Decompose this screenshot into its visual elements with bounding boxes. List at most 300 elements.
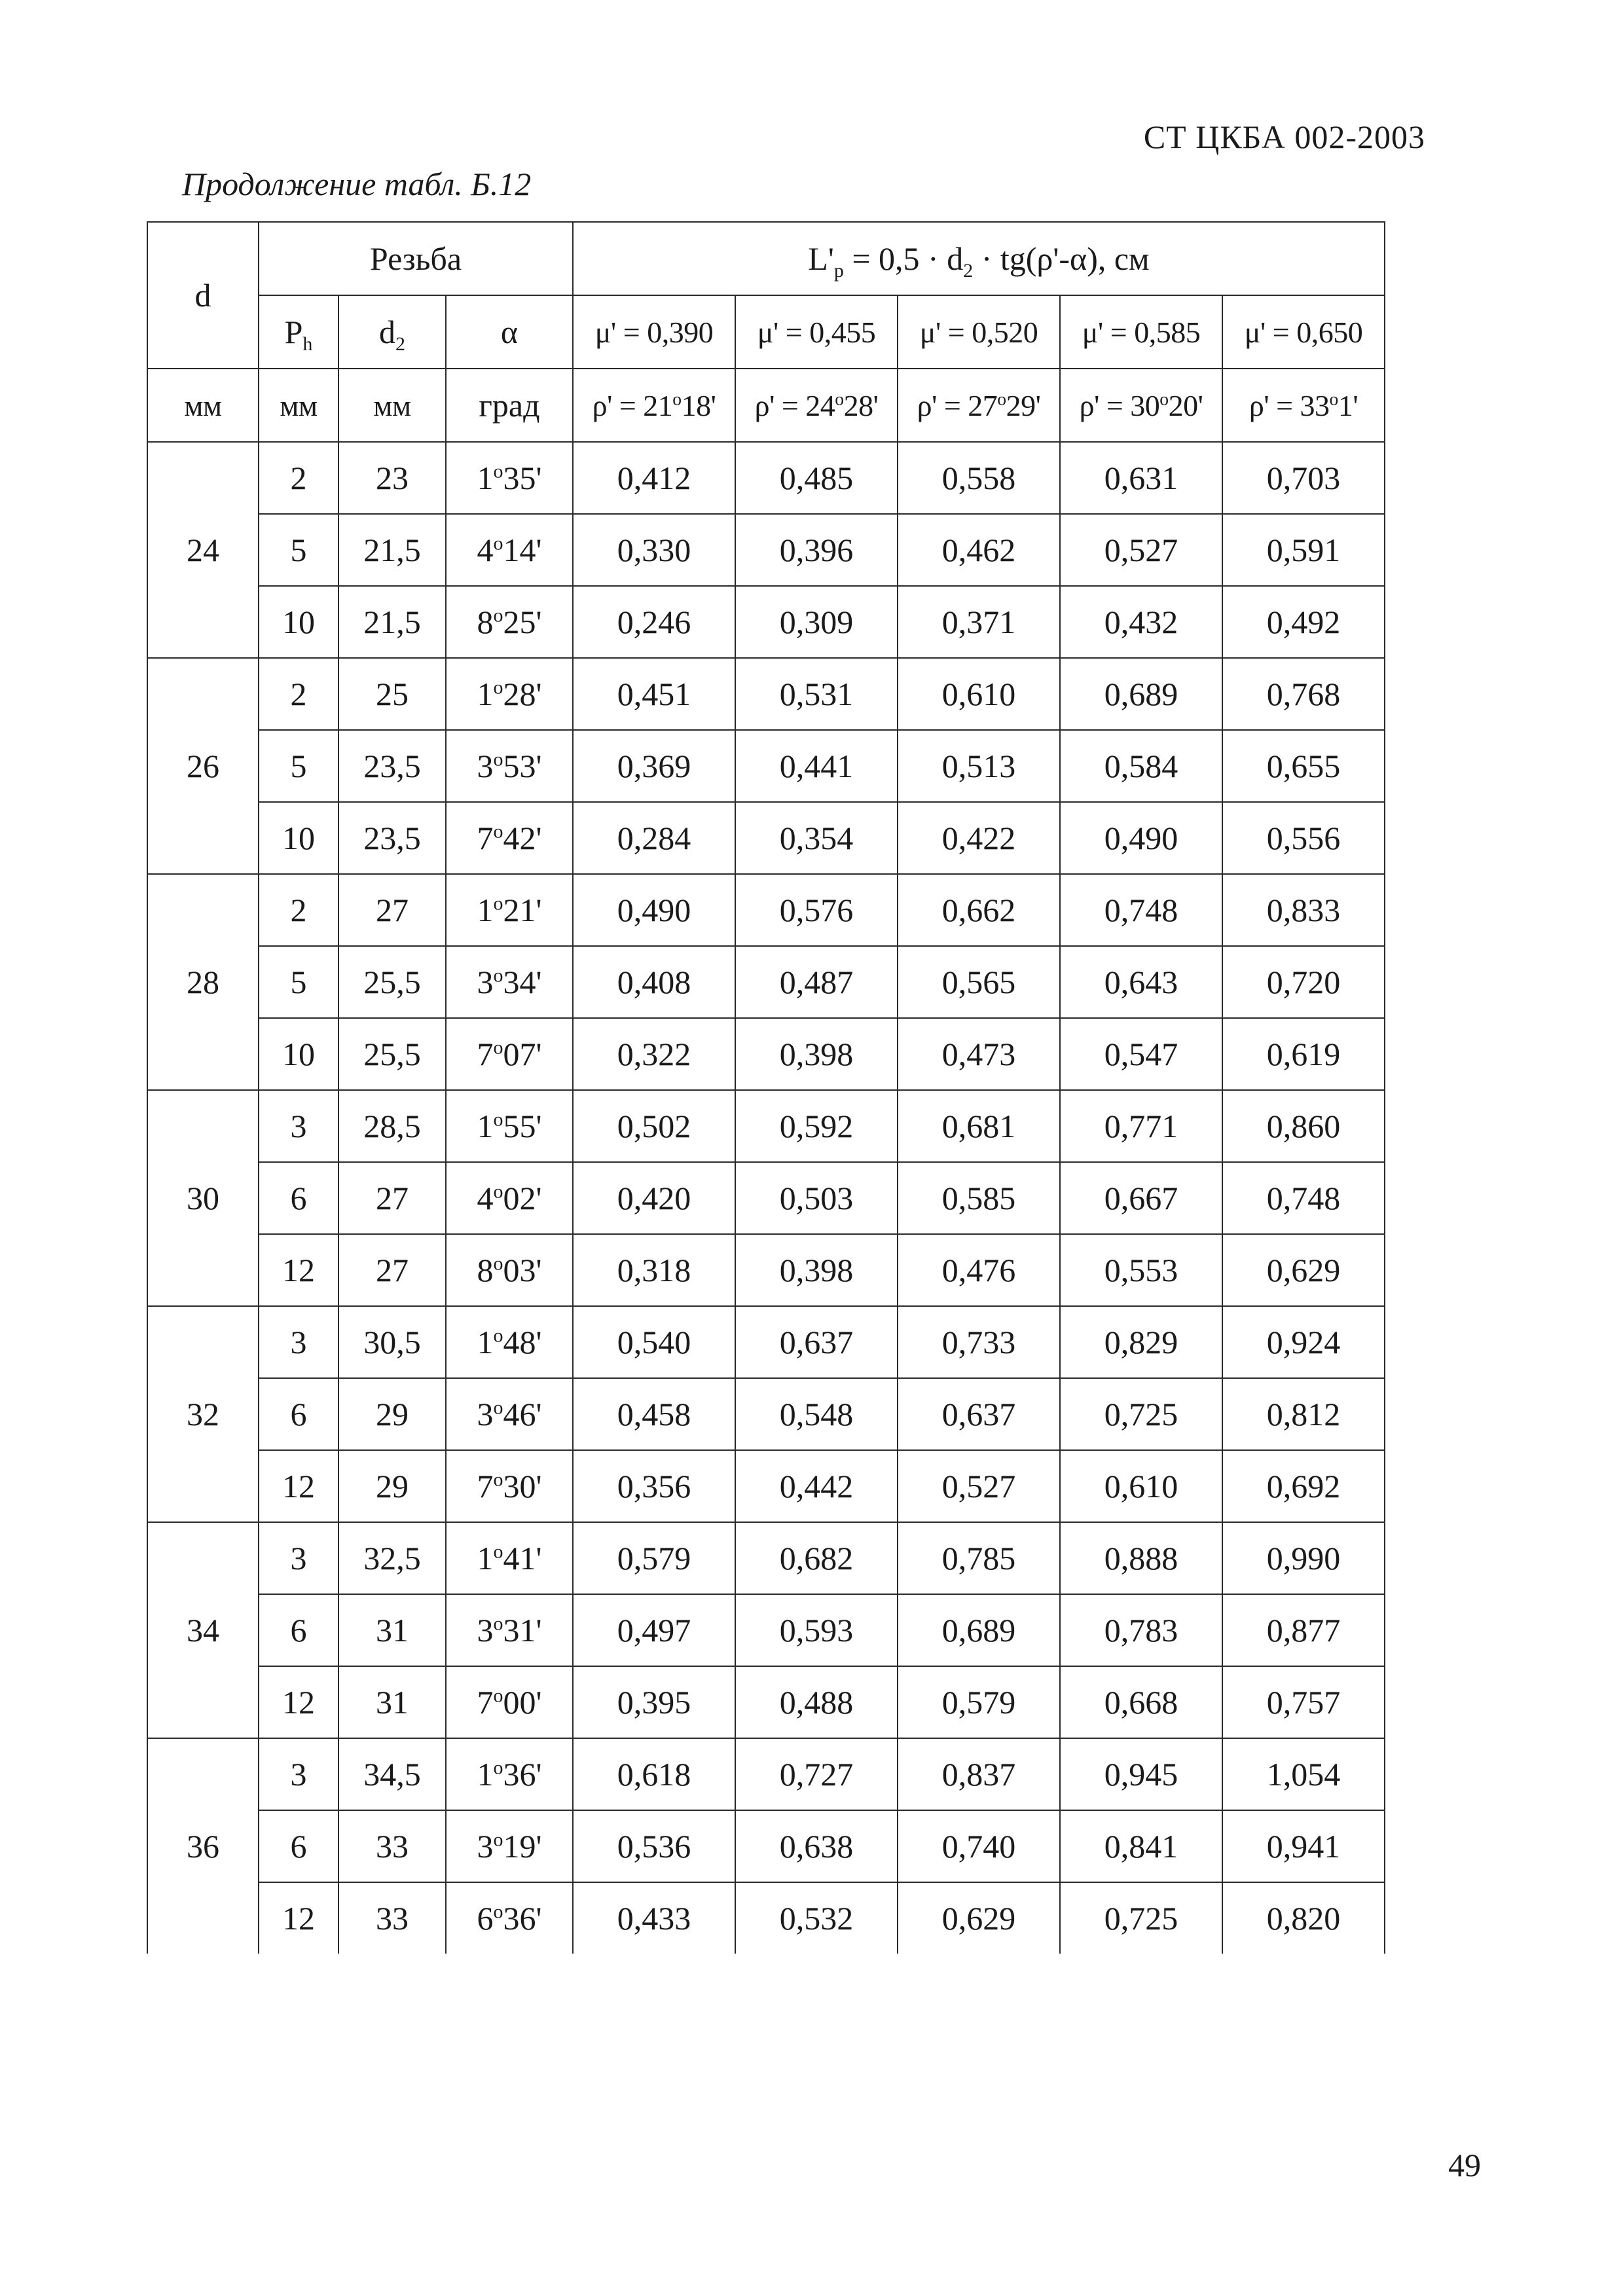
alpha-minutes: 42' <box>503 820 542 856</box>
table-row <box>147 874 1385 946</box>
cell-lp-value: 0,527 <box>1060 514 1222 586</box>
table-row <box>147 586 1385 658</box>
cell-ph: 6 <box>259 1594 338 1666</box>
alpha-minutes: 35' <box>503 460 542 496</box>
cell-d2: 21,5 <box>338 586 446 658</box>
cell-alpha <box>446 1810 573 1882</box>
cell-lp-value: 0,720 <box>1222 946 1385 1018</box>
rho-degrees: ρ' = 21 <box>592 388 673 422</box>
cell-lp-value: 0,681 <box>898 1090 1060 1162</box>
cell-lp-value: 0,812 <box>1222 1378 1385 1450</box>
cell-ph: 2 <box>259 442 338 514</box>
cell-lp-value: 0,485 <box>735 442 898 514</box>
cell-lp-value: 0,945 <box>1060 1738 1222 1810</box>
table-row <box>147 1738 1385 1810</box>
cell-alpha <box>446 1522 573 1594</box>
alpha-minutes: 36' <box>503 1900 542 1937</box>
degree-mark: o <box>493 1468 503 1491</box>
cell-lp-value: 0,841 <box>1060 1810 1222 1882</box>
unit-alpha: град <box>446 369 573 442</box>
cell-lp-value: 0,610 <box>898 658 1060 730</box>
formula-tail: · tg(ρ'-α), см <box>973 240 1150 277</box>
rho-minutes: 29' <box>1006 388 1041 422</box>
cell-lp-value: 0,877 <box>1222 1594 1385 1666</box>
alpha-minutes: 02' <box>503 1180 542 1216</box>
cell-alpha <box>446 658 573 730</box>
cell-lp-value: 0,527 <box>898 1450 1060 1522</box>
cell-ph: 2 <box>259 658 338 730</box>
table-row <box>147 1018 1385 1090</box>
degree-mark: o <box>493 1108 503 1131</box>
rho-degrees: ρ' = 33 <box>1249 388 1330 422</box>
alpha-minutes: 30' <box>503 1468 542 1504</box>
degree-mark: o <box>493 1613 503 1635</box>
cell-d2: 33 <box>338 1810 446 1882</box>
table-row <box>147 1234 1385 1306</box>
alpha-minutes: 00' <box>503 1684 542 1721</box>
cell-lp-value: 0,990 <box>1222 1522 1385 1594</box>
cell-lp-value: 0,492 <box>1222 586 1385 658</box>
cell-lp-value: 0,540 <box>573 1306 735 1378</box>
cell-d2: 27 <box>338 1162 446 1234</box>
cell-lp-value: 0,619 <box>1222 1018 1385 1090</box>
cell-lp-value: 0,558 <box>898 442 1060 514</box>
alpha-degrees: 1 <box>477 1540 494 1576</box>
cell-d2: 33 <box>338 1882 446 1954</box>
cell-d2: 21,5 <box>338 514 446 586</box>
alpha-degrees: 7 <box>477 1468 494 1504</box>
table-row <box>147 1162 1385 1234</box>
cell-lp-value: 0,829 <box>1060 1306 1222 1378</box>
rho-minutes: 28' <box>843 388 879 422</box>
cell-d: 30 <box>147 1090 259 1306</box>
cell-lp-value: 0,322 <box>573 1018 735 1090</box>
alpha-minutes: 19' <box>503 1828 542 1865</box>
cell-lp-value: 0,369 <box>573 730 735 802</box>
table-row <box>147 442 1385 514</box>
cell-lp-value: 0,610 <box>1060 1450 1222 1522</box>
rho-cell-4 <box>1060 369 1222 442</box>
cell-lp-value: 0,556 <box>1222 802 1385 874</box>
cell-alpha <box>446 874 573 946</box>
cell-lp-value: 0,476 <box>898 1234 1060 1306</box>
alpha-degrees: 3 <box>477 964 494 1000</box>
alpha-minutes: 36' <box>503 1756 542 1793</box>
degree-mark: o <box>493 1252 503 1275</box>
cell-lp-value: 0,655 <box>1222 730 1385 802</box>
column-header-alpha: α <box>446 295 573 369</box>
cell-d: 36 <box>147 1738 259 1954</box>
alpha-degrees: 6 <box>477 1900 494 1937</box>
cell-alpha <box>446 1378 573 1450</box>
degree-mark: o <box>997 388 1006 409</box>
degree-mark: o <box>493 1901 503 1923</box>
thread-torque-table <box>147 221 1385 1954</box>
cell-lp-value: 0,579 <box>573 1522 735 1594</box>
alpha-degrees: 3 <box>477 1612 494 1649</box>
cell-lp-value: 0,309 <box>735 586 898 658</box>
cell-lp-value: 0,490 <box>573 874 735 946</box>
table-row <box>147 514 1385 586</box>
degree-mark: o <box>672 388 682 409</box>
cell-lp-value: 0,682 <box>735 1522 898 1594</box>
degree-mark: o <box>1329 388 1338 409</box>
column-header-mu-5: μ' = 0,650 <box>1222 295 1385 369</box>
alpha-minutes: 41' <box>503 1540 542 1576</box>
degree-mark: o <box>493 1757 503 1779</box>
alpha-minutes: 46' <box>503 1396 542 1432</box>
cell-alpha <box>446 1162 573 1234</box>
alpha-degrees: 1 <box>477 1756 494 1793</box>
cell-d2: 27 <box>338 874 446 946</box>
cell-lp-value: 0,487 <box>735 946 898 1018</box>
cell-lp-value: 0,531 <box>735 658 898 730</box>
alpha-minutes: 25' <box>503 604 542 640</box>
formula-L: L' <box>808 240 834 277</box>
cell-lp-value: 0,442 <box>735 1450 898 1522</box>
cell-lp-value: 0,668 <box>1060 1666 1222 1738</box>
degree-mark: o <box>493 1396 503 1419</box>
cell-lp-value: 0,662 <box>898 874 1060 946</box>
cell-lp-value: 0,820 <box>1222 1882 1385 1954</box>
cell-lp-value: 0,576 <box>735 874 898 946</box>
cell-lp-value: 0,422 <box>898 802 1060 874</box>
cell-lp-value: 0,553 <box>1060 1234 1222 1306</box>
cell-ph: 10 <box>259 1018 338 1090</box>
cell-lp-value: 0,643 <box>1060 946 1222 1018</box>
cell-ph: 10 <box>259 802 338 874</box>
cell-lp-value: 0,503 <box>735 1162 898 1234</box>
alpha-minutes: 55' <box>503 1108 542 1144</box>
cell-d2: 34,5 <box>338 1738 446 1810</box>
cell-d2: 31 <box>338 1594 446 1666</box>
cell-lp-value: 0,703 <box>1222 442 1385 514</box>
cell-lp-value: 0,618 <box>573 1738 735 1810</box>
table-continuation-caption: Продолжение табл. Б.12 <box>182 166 532 202</box>
ph-sub: h <box>302 333 313 355</box>
rho-degrees: ρ' = 27 <box>917 388 998 422</box>
table-row <box>147 946 1385 1018</box>
cell-ph: 12 <box>259 1450 338 1522</box>
column-header-mu-4: μ' = 0,585 <box>1060 295 1222 369</box>
alpha-minutes: 34' <box>503 964 542 1000</box>
degree-mark: o <box>493 1036 503 1059</box>
cell-lp-value: 0,497 <box>573 1594 735 1666</box>
cell-lp-value: 0,532 <box>735 1882 898 1954</box>
alpha-minutes: 03' <box>503 1252 542 1288</box>
cell-lp-value: 0,725 <box>1060 1882 1222 1954</box>
header-row-units <box>147 369 1385 442</box>
cell-lp-value: 0,330 <box>573 514 735 586</box>
cell-lp-value: 0,547 <box>1060 1018 1222 1090</box>
table-row <box>147 1666 1385 1738</box>
rho-cell-1 <box>573 369 735 442</box>
alpha-degrees: 8 <box>477 604 494 640</box>
cell-lp-value: 0,771 <box>1060 1090 1222 1162</box>
alpha-degrees: 7 <box>477 820 494 856</box>
cell-d2: 31 <box>338 1666 446 1738</box>
cell-lp-value: 0,629 <box>1222 1234 1385 1306</box>
rho-minutes: 20' <box>1168 388 1203 422</box>
degree-mark: o <box>493 1829 503 1851</box>
table-row <box>147 1450 1385 1522</box>
document-code: СТ ЦКБА 002-2003 <box>1143 118 1425 155</box>
cell-ph: 5 <box>259 946 338 1018</box>
table-row <box>147 1522 1385 1594</box>
header-row-top <box>147 222 1385 295</box>
rho-minutes: 18' <box>681 388 716 422</box>
cell-ph: 3 <box>259 1738 338 1810</box>
cell-ph: 12 <box>259 1666 338 1738</box>
cell-d2: 32,5 <box>338 1522 446 1594</box>
cell-lp-value: 0,371 <box>898 586 1060 658</box>
cell-lp-value: 0,356 <box>573 1450 735 1522</box>
cell-lp-value: 0,689 <box>898 1594 1060 1666</box>
cell-alpha <box>446 1882 573 1954</box>
degree-mark: o <box>493 1540 503 1563</box>
cell-alpha <box>446 586 573 658</box>
formula-sub-p: p <box>833 260 844 282</box>
alpha-degrees: 1 <box>477 460 494 496</box>
rho-cell-2 <box>735 369 898 442</box>
table-row <box>147 1882 1385 1954</box>
cell-d2: 25,5 <box>338 1018 446 1090</box>
cell-alpha <box>446 1234 573 1306</box>
column-header-mu-2: μ' = 0,455 <box>735 295 898 369</box>
degree-mark: o <box>1159 388 1169 409</box>
cell-alpha <box>446 1306 573 1378</box>
cell-lp-value: 0,354 <box>735 802 898 874</box>
alpha-degrees: 3 <box>477 1828 494 1865</box>
cell-ph: 5 <box>259 514 338 586</box>
column-header-ph <box>259 295 338 369</box>
cell-lp-value: 0,592 <box>735 1090 898 1162</box>
cell-alpha <box>446 1450 573 1522</box>
alpha-minutes: 28' <box>503 676 542 712</box>
alpha-minutes: 07' <box>503 1036 542 1072</box>
rho-minutes: 1' <box>1338 388 1359 422</box>
alpha-degrees: 1 <box>477 892 494 928</box>
cell-alpha <box>446 946 573 1018</box>
cell-lp-value: 0,420 <box>573 1162 735 1234</box>
alpha-degrees: 3 <box>477 1396 494 1432</box>
cell-ph: 6 <box>259 1378 338 1450</box>
alpha-degrees: 7 <box>477 1036 494 1072</box>
cell-lp-value: 0,593 <box>735 1594 898 1666</box>
table-row <box>147 1306 1385 1378</box>
alpha-degrees: 3 <box>477 748 494 784</box>
degree-mark: o <box>493 1324 503 1347</box>
cell-ph: 2 <box>259 874 338 946</box>
table-row <box>147 730 1385 802</box>
cell-ph: 6 <box>259 1162 338 1234</box>
degree-mark: o <box>493 892 503 915</box>
cell-lp-value: 0,536 <box>573 1810 735 1882</box>
cell-lp-value: 0,412 <box>573 442 735 514</box>
cell-lp-value: 0,837 <box>898 1738 1060 1810</box>
cell-alpha <box>446 1090 573 1162</box>
cell-ph: 10 <box>259 586 338 658</box>
cell-lp-value: 0,565 <box>898 946 1060 1018</box>
cell-lp-value: 0,441 <box>735 730 898 802</box>
alpha-degrees: 8 <box>477 1252 494 1288</box>
alpha-degrees: 1 <box>477 1324 494 1360</box>
cell-lp-value: 0,408 <box>573 946 735 1018</box>
cell-alpha <box>446 1666 573 1738</box>
degree-mark: o <box>493 964 503 987</box>
table-row <box>147 1810 1385 1882</box>
alpha-degrees: 7 <box>477 1684 494 1721</box>
degree-mark: o <box>493 676 503 699</box>
cell-d2: 29 <box>338 1450 446 1522</box>
cell-lp-value: 0,748 <box>1222 1162 1385 1234</box>
cell-ph: 3 <box>259 1090 338 1162</box>
alpha-degrees: 1 <box>477 676 494 712</box>
formula-header <box>573 222 1385 295</box>
cell-lp-value: 0,941 <box>1222 1810 1385 1882</box>
degree-mark: o <box>835 388 844 409</box>
cell-d2: 23,5 <box>338 730 446 802</box>
cell-alpha <box>446 730 573 802</box>
degree-mark: o <box>493 820 503 843</box>
cell-lp-value: 0,318 <box>573 1234 735 1306</box>
ph-main: P <box>284 314 303 350</box>
cell-d: 26 <box>147 658 259 874</box>
cell-ph: 3 <box>259 1522 338 1594</box>
column-header-mu-3: μ' = 0,520 <box>898 295 1060 369</box>
rho-cell-5 <box>1222 369 1385 442</box>
cell-d2: 28,5 <box>338 1090 446 1162</box>
table-row <box>147 658 1385 730</box>
alpha-minutes: 53' <box>503 748 542 784</box>
cell-lp-value: 0,502 <box>573 1090 735 1162</box>
cell-lp-value: 0,398 <box>735 1018 898 1090</box>
column-group-thread: Резьба <box>259 222 573 295</box>
degree-mark: o <box>493 1685 503 1707</box>
cell-d: 28 <box>147 874 259 1090</box>
cell-d2: 29 <box>338 1378 446 1450</box>
alpha-degrees: 4 <box>477 532 494 568</box>
cell-lp-value: 0,833 <box>1222 874 1385 946</box>
cell-lp-value: 0,398 <box>735 1234 898 1306</box>
cell-lp-value: 0,637 <box>898 1378 1060 1450</box>
cell-lp-value: 0,727 <box>735 1738 898 1810</box>
cell-alpha <box>446 442 573 514</box>
alpha-minutes: 31' <box>503 1612 542 1649</box>
cell-lp-value: 0,433 <box>573 1882 735 1954</box>
degree-mark: o <box>493 748 503 771</box>
cell-alpha <box>446 802 573 874</box>
alpha-minutes: 14' <box>503 532 542 568</box>
cell-ph: 5 <box>259 730 338 802</box>
column-header-d: d <box>147 222 259 369</box>
cell-alpha <box>446 1738 573 1810</box>
cell-lp-value: 0,692 <box>1222 1450 1385 1522</box>
cell-d2: 25,5 <box>338 946 446 1018</box>
degree-mark: o <box>493 604 503 627</box>
cell-lp-value: 0,924 <box>1222 1306 1385 1378</box>
cell-lp-value: 0,733 <box>898 1306 1060 1378</box>
alpha-degrees: 1 <box>477 1108 494 1144</box>
cell-alpha <box>446 1018 573 1090</box>
cell-lp-value: 0,284 <box>573 802 735 874</box>
cell-lp-value: 0,667 <box>1060 1162 1222 1234</box>
cell-lp-value: 0,888 <box>1060 1522 1222 1594</box>
cell-ph: 12 <box>259 1234 338 1306</box>
cell-lp-value: 0,395 <box>573 1666 735 1738</box>
cell-lp-value: 0,748 <box>1060 874 1222 946</box>
cell-lp-value: 0,585 <box>898 1162 1060 1234</box>
table-row <box>147 802 1385 874</box>
cell-alpha <box>446 514 573 586</box>
d2-main: d <box>379 314 395 350</box>
alpha-minutes: 48' <box>503 1324 542 1360</box>
cell-lp-value: 0,462 <box>898 514 1060 586</box>
rho-cell-3 <box>898 369 1060 442</box>
cell-ph: 12 <box>259 1882 338 1954</box>
cell-d2: 30,5 <box>338 1306 446 1378</box>
cell-lp-value: 0,584 <box>1060 730 1222 802</box>
degree-mark: o <box>493 532 503 555</box>
cell-d: 32 <box>147 1306 259 1522</box>
cell-lp-value: 0,860 <box>1222 1090 1385 1162</box>
table-row <box>147 1378 1385 1450</box>
degree-mark: o <box>493 1180 503 1203</box>
cell-lp-value: 0,246 <box>573 586 735 658</box>
cell-ph: 6 <box>259 1810 338 1882</box>
alpha-minutes: 21' <box>503 892 542 928</box>
table-row <box>147 1594 1385 1666</box>
rho-degrees: ρ' = 24 <box>754 388 835 422</box>
cell-lp-value: 0,579 <box>898 1666 1060 1738</box>
cell-lp-value: 0,396 <box>735 514 898 586</box>
degree-mark: o <box>493 460 503 483</box>
cell-d: 24 <box>147 442 259 658</box>
unit-d2: мм <box>338 369 446 442</box>
cell-d: 34 <box>147 1522 259 1738</box>
cell-lp-value: 0,458 <box>573 1378 735 1450</box>
cell-lp-value: 0,488 <box>735 1666 898 1738</box>
cell-lp-value: 0,629 <box>898 1882 1060 1954</box>
cell-d2: 27 <box>338 1234 446 1306</box>
cell-lp-value: 0,638 <box>735 1810 898 1882</box>
d2-sub: 2 <box>395 333 405 355</box>
cell-lp-value: 0,513 <box>898 730 1060 802</box>
page-number: 49 <box>1448 2147 1481 2183</box>
cell-d2: 23 <box>338 442 446 514</box>
cell-lp-value: 0,757 <box>1222 1666 1385 1738</box>
cell-lp-value: 0,432 <box>1060 586 1222 658</box>
cell-lp-value: 0,725 <box>1060 1378 1222 1450</box>
cell-lp-value: 0,631 <box>1060 442 1222 514</box>
formula-mid: = 0,5 · d <box>843 240 964 277</box>
cell-lp-value: 0,689 <box>1060 658 1222 730</box>
alpha-degrees: 4 <box>477 1180 494 1216</box>
cell-ph: 3 <box>259 1306 338 1378</box>
cell-lp-value: 0,740 <box>898 1810 1060 1882</box>
cell-lp-value: 0,785 <box>898 1522 1060 1594</box>
header-row-params <box>147 295 1385 369</box>
cell-lp-value: 0,548 <box>735 1378 898 1450</box>
table-row <box>147 1090 1385 1162</box>
cell-d2: 23,5 <box>338 802 446 874</box>
cell-d2: 25 <box>338 658 446 730</box>
unit-d: мм <box>147 369 259 442</box>
column-header-d2 <box>338 295 446 369</box>
formula-sub-2: 2 <box>963 260 974 282</box>
cell-lp-value: 0,473 <box>898 1018 1060 1090</box>
unit-ph: мм <box>259 369 338 442</box>
